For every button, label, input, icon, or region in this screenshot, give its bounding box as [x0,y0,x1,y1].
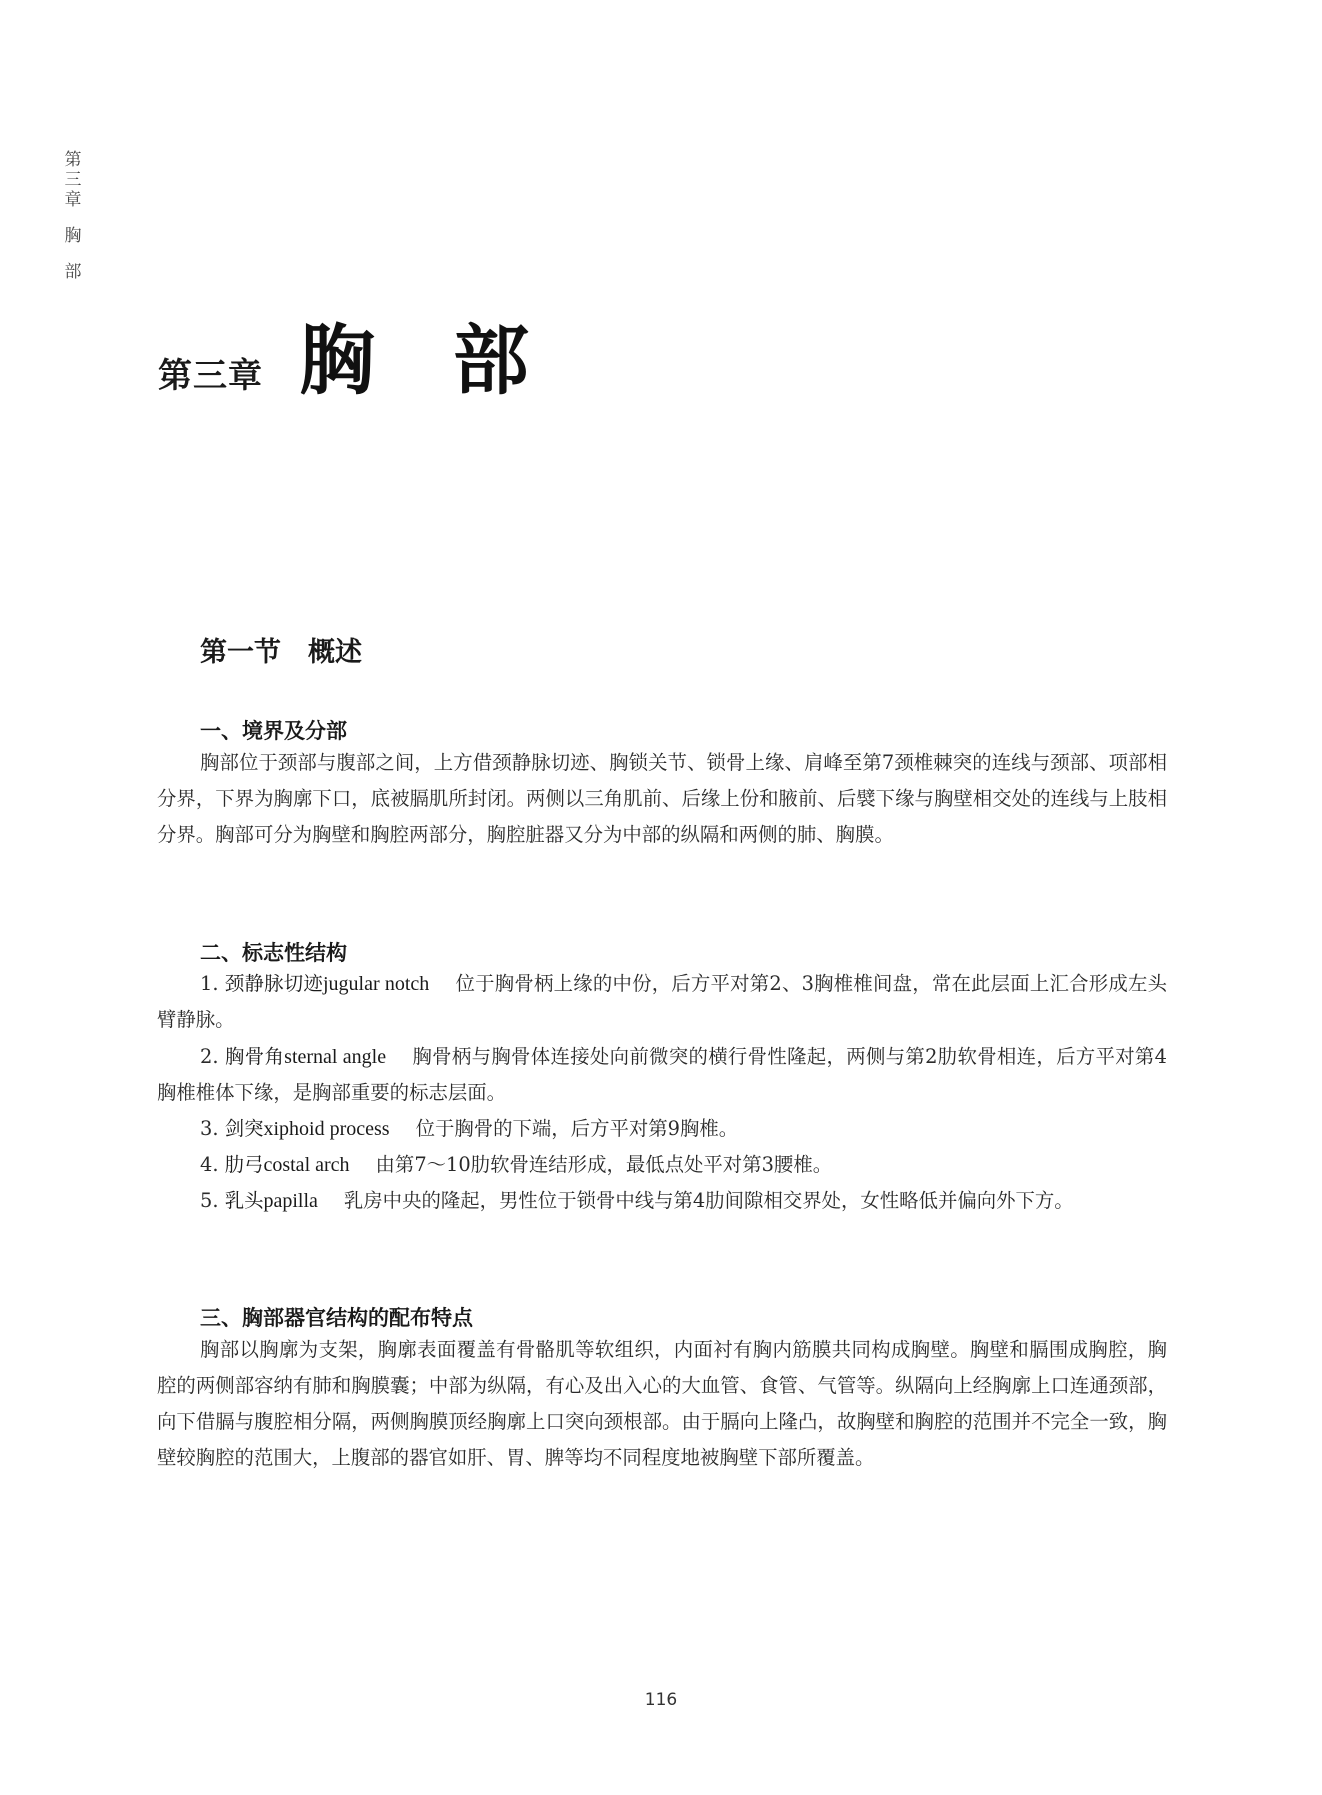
item-term: 胸骨角 [225,1045,285,1068]
landmark-item [157,1147,1167,1183]
item-number: 4. [200,1153,219,1176]
item-term: 肋弓 [224,1153,264,1176]
subsection-heading: 二、标志性结构 [200,941,347,965]
page-number: 116 [644,1690,678,1710]
chapter-heading [158,300,607,409]
side-tab-char: 章 [64,190,82,210]
side-tab-char: 三 [64,170,82,190]
landmark-item [157,1111,1167,1147]
chapter-title: 胸部 [299,316,607,405]
item-term: 剑突 [224,1117,264,1140]
item-number: 1. [200,972,219,995]
item-number: 2. [200,1045,219,1068]
item-description: 乳房中央的隆起，男性位于锁骨中线与第4肋间隙相交界处，女性略低并偏向外下方。 [343,1189,1074,1212]
item-description: 位于胸骨的下端，后方平对第9胸椎。 [415,1117,739,1140]
side-tab-char: 第 [64,150,82,170]
landmark-item [157,966,1167,1038]
subsection-heading: 一、境界及分部 [200,719,347,743]
item-term: 乳头 [224,1189,264,1212]
item-number: 3. [200,1117,219,1140]
item-english-term: xiphoid process [263,1118,390,1140]
item-english-term: costal arch [263,1154,350,1176]
item-english-term: sternal angle [284,1046,387,1068]
landmark-item [157,1039,1167,1111]
chapter-number: 第三章 [158,356,263,396]
subsection-paragraph: 胸部以胸廓为支架，胸廓表面覆盖有骨骼肌等软组织，内面衬有胸内筋膜共同构成胸壁。胸壁和膈围成胸腔，胸腔的两侧部容纳有肺和胸膜囊；中部为纵隔，有心及出入心的大血管、食管、气管等。纵隔向上经胸廓上口连通颈部，向下借膈与腹腔相分隔，两侧胸膜顶经胸廓上口突向颈根部。由于膈向上隆凸，故胸壁和胸腔的范围并不完全一致，胸壁较胸腔的范围大，上腹部的器官如肝、胃、脾等均不同程度地被胸壁下部所覆盖。 [157,1338,1167,1469]
item-english-term: papilla [263,1190,318,1212]
subsection-paragraph: 胸部位于颈部与腹部之间，上方借颈静脉切迹、胸锁关节、锁骨上缘、肩峰至第7颈椎棘突的连线与颈部、项部相分界，下界为胸廓下口，底被膈肌所封闭。两侧以三角肌前、后缘上份和腋前、后襞下缘与胸壁相交处的连线与上肢相分界。胸部可分为胸壁和胸腔两部分，胸腔脏器又分为中部的纵隔和两侧的肺、胸膜。 [157,751,1167,846]
side-tab-char: 胸 [64,226,82,246]
side-tab-char: 部 [64,262,82,282]
item-number: 5. [200,1189,219,1212]
subsection-heading: 三、胸部器官结构的配布特点 [200,1306,473,1330]
item-description: 位于胸骨柄上缘的中份，后方平对第2、3胸椎椎间盘，常在此层面上汇合形成左头臂静脉。 [157,972,1167,1031]
item-description: 胸骨柄与胸骨体连接处向前微突的横行骨性隆起，两侧与第2肋软骨相连，后方平对第4胸椎椎体下缘，是胸部重要的标志层面。 [157,1045,1167,1104]
item-description: 由第7～10肋软骨连结形成，最低点处平对第3腰椎。 [375,1153,833,1176]
side-running-header [62,150,84,282]
item-english-term: jugular notch [323,973,430,995]
landmark-item [157,1183,1167,1219]
item-term: 颈静脉切迹 [224,972,323,995]
section-heading: 第一节 概述 [200,637,362,668]
